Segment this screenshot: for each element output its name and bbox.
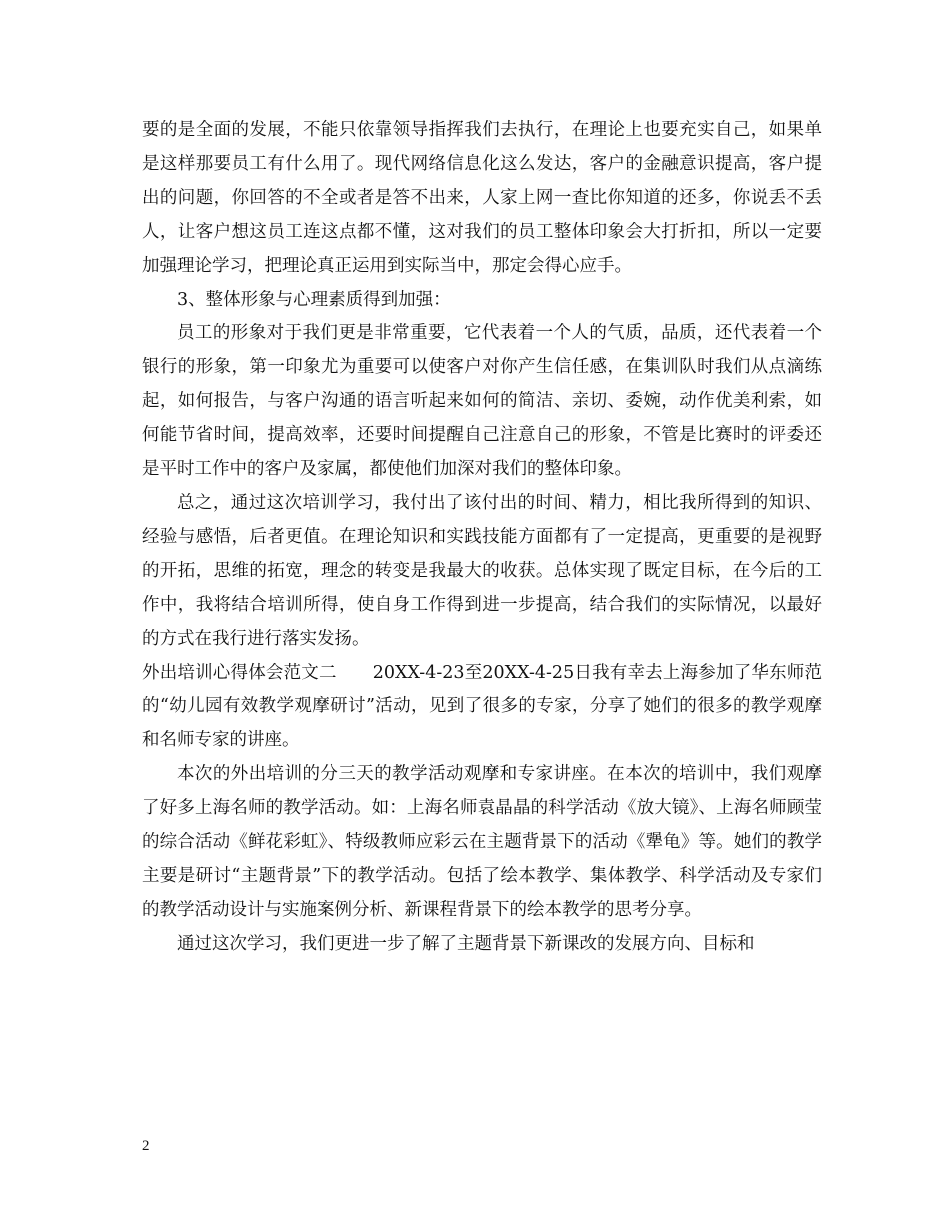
sample-two-intro-text: 20XX-4-23至20XX-4-25日我有幸去上海参加了华东师范的“幼儿园有效教学观摩研讨”活动，见到了很多的专家，分享了她们的很多的教学观摩和名师专家的讲座。: [142, 662, 823, 751]
paragraph-summary: 总之，通过这次培训学习，我付出了该付出的时间、精力，相比我所得到的知识、经验与感悟，后者更值。在理论知识和实践技能方面都有了一定提高，更重要的是视野的开拓，思维的拓宽，理念的转变是我最大的收获。总体实现了既定目标，在今后的工作中，我将结合培训所得，使自身工作得到进一步提高，结合我们的实际情况，以最好的方式在我行进行落实发扬。: [142, 492, 822, 649]
paragraph-learning-outcome: 通过这次学习，我们更进一步了解了主题背景下新课改的发展方向、目标和: [177, 933, 755, 954]
section-heading-image-and-psychology: 3、整体形象与心理素质得到加强：: [177, 289, 451, 310]
paragraph-theory-learning: 要的是全面的发展，不能只依靠领导指挥我们去执行，在理论上也要充实自己，如果单是这样那要员工有什么用了。现代网络信息化这么发达，客户的金融意识提高，客户提出的问题，你回答的不全或者是答不出来，人家上网一查比你知道的还多，你说丢不丢人，让客户想这员工连这点都不懂，这对我们的员工整体印象会大打折扣，所以一定要加强理论学习，把理论真正运用到实际当中，那定会得心应手。: [142, 120, 822, 276]
paragraph-employee-image: 员工的形象对于我们更是非常重要，它代表着一个人的气质，品质，还代表着一个银行的形象，第一印象尤为重要可以使客户对你产生信任感，在集训队时我们从点滴练起，如何报告，与客户沟通的语言听起来如何的简洁、亲切、委婉，动作优美利索，如何能节省时间，提高效率，还要时间提醒自己注意自己的形象，不管是比赛时的评委还是平时工作中的客户及家属，都使他们加深对我们的整体印象。: [142, 323, 822, 480]
document-body: [142, 114, 822, 962]
page-number: 2: [142, 1138, 150, 1154]
paragraph-sample-two-intro: [142, 657, 822, 759]
paragraph-training-observation: 本次的外出培训的分三天的教学活动观摩和专家讲座。在本次的培训中，我们观摩了好多上海名师的教学活动。如：上海名师袁晶晶的科学活动《放大镜》、上海名师顾莹的综合活动《鲜花彩虹》、特级教师应彩云在主题背景下的活动《犟龟》等。她们的教学主要是研讨“主题背景”下的教学活动。包括了绘本教学、集体教学、科学活动及专家们的教学活动设计与实施案例分析、新课程背景下的绘本教学的思考分享。: [142, 764, 822, 920]
sample-two-heading: 外出培训心得体会范文二: [142, 662, 337, 683]
